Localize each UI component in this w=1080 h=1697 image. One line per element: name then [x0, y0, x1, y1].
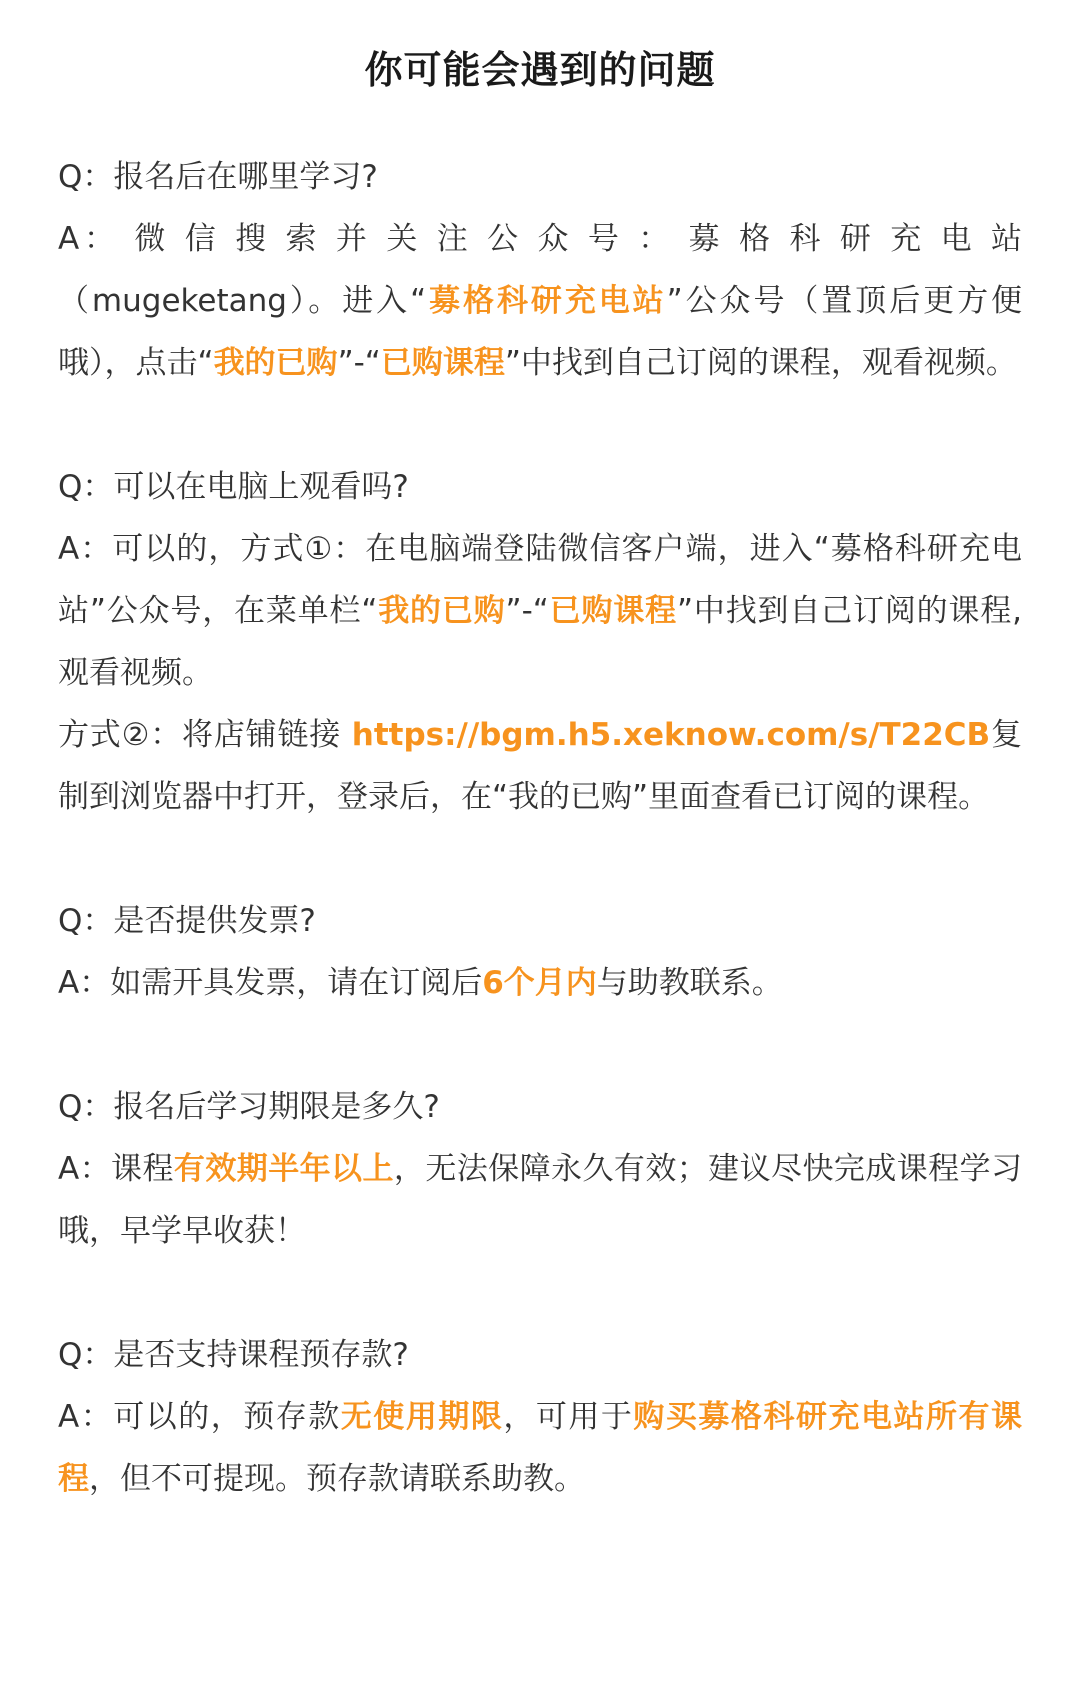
highlight-all-courses: 购买募格科研充电站所有课程	[58, 1399, 1023, 1497]
highlight-six-months: 6个月内	[482, 965, 597, 1001]
highlight-no-expiry: 无使用期限	[340, 1399, 504, 1435]
highlight-my-purchases: 我的已购	[377, 593, 506, 629]
highlight-purchased-courses: 已购课程	[380, 345, 505, 381]
faq-answer: A： 微 信 搜 索 并 关 注 公 众 号 ： 募 格 科 研 充 电 站 （mugeketang）。进入“募格科研充电站”公众号（置顶后更方便哦），点击“我的已购”-“已购课程”中找到自己订阅的课程，观看视频。	[58, 221, 1023, 381]
faq-answer: A：可以的，方式①：在电脑端登陆微信客户端，进入“募格科研充电站”公众号，在菜单栏“我的已购”-“已购课程”中找到自己订阅的课程,观看视频。	[58, 531, 1022, 691]
faq-answer-method-2: 方式②：将店铺链接 https://bgm.h5.xeknow.com/s/T22CB复制到浏览器中打开，登录后，在“我的已购”里面查看已订阅的课程。	[58, 717, 1022, 815]
highlight-my-purchases: 我的已购	[213, 345, 338, 381]
faq-item-study-location	[58, 146, 1022, 394]
shop-link[interactable]: https://bgm.h5.xeknow.com/s/T22CB	[351, 717, 991, 753]
faq-question: Q：报名后在哪里学习?	[58, 159, 378, 195]
faq-answer: A：可以的，预存款无使用期限，可用于购买募格科研充电站所有课程，但不可提现。预存款请联系助教。	[58, 1399, 1023, 1497]
faq-item-invoice	[58, 890, 1022, 1014]
faq-item-study-period	[58, 1076, 1022, 1262]
faq-question: Q：是否提供发票?	[58, 903, 316, 939]
faq-question: Q：可以在电脑上观看吗?	[58, 469, 409, 505]
highlight-purchased-courses: 已购课程	[548, 593, 677, 629]
highlight-account-name: 募格科研充电站	[426, 283, 667, 319]
title-section	[58, 0, 1022, 110]
faq-question: Q：是否支持课程预存款?	[58, 1337, 409, 1373]
faq-answer: A：如需开具发票，请在订阅后6个月内与助教联系。	[58, 965, 783, 1001]
highlight-validity: 有效期半年以上	[173, 1151, 394, 1187]
faq-question: Q：报名后学习期限是多久?	[58, 1089, 440, 1125]
faq-item-prepayment	[58, 1324, 1022, 1510]
faq-answer: A：课程有效期半年以上，无法保障永久有效；建议尽快完成课程学习哦，早学早收获！	[58, 1151, 1022, 1249]
faq-item-pc-viewing	[58, 456, 1022, 828]
page-title: 你可能会遇到的问题	[360, 44, 719, 96]
